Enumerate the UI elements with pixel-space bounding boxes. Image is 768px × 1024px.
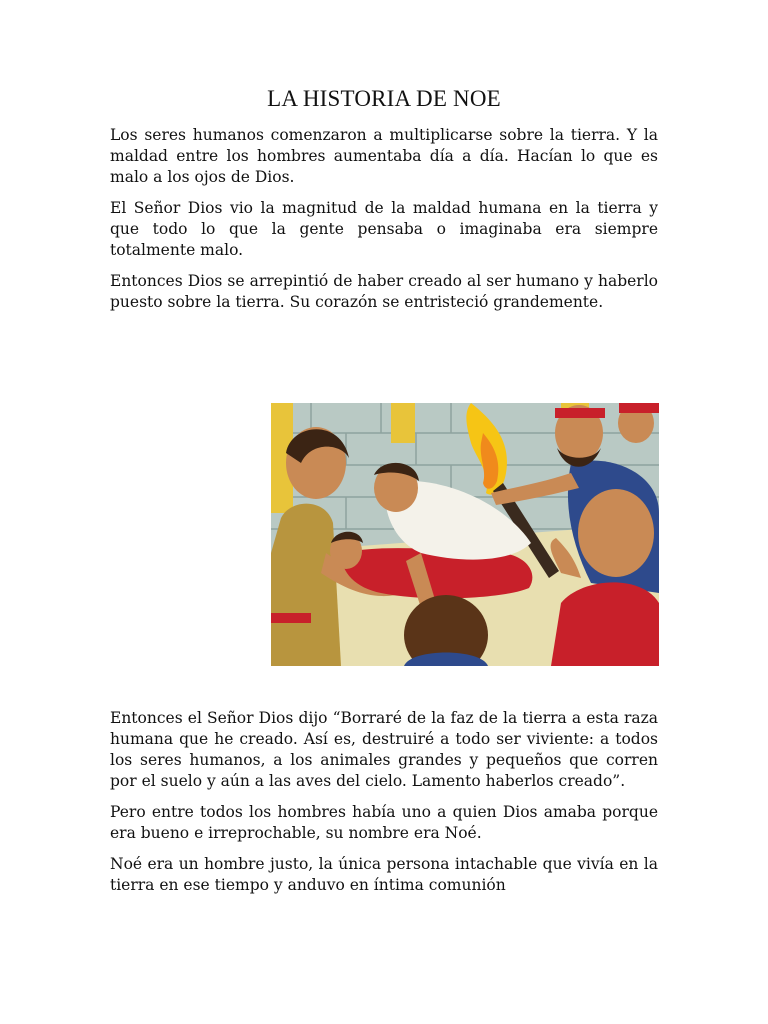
text-block-top — [110, 125, 658, 323]
paragraph: Noé era un hombre justo, la única persona intachable que vivía en la tierra en ese tiempo y anduvo en íntima comunión — [110, 855, 658, 894]
document-title: LA HISTORIA DE NOE — [267, 86, 501, 111]
pillar — [391, 403, 415, 443]
text-block-bottom — [110, 708, 658, 906]
man-olive-robe — [271, 504, 341, 666]
paragraph: Pero entre todos los hombres había uno a quien Dios amaba porque era bueno e irreprochable, su nombre era Noé. — [110, 803, 658, 842]
paragraph: Entonces el Señor Dios dijo “Borraré de la faz de la tierra a esta raza humana que he creado. Así es, destruiré a todo ser viviente: a todos los seres humanos, a los animales grandes y pequeños que corren por el suelo y aún a las aves del cielo. Lamento haberlos creado”. — [110, 709, 658, 790]
paragraph: Entonces Dios se arrepintió de haber creado al ser humano y haberlo puesto sobre la tierra. Su corazón se entristeció grandemente. — [110, 272, 658, 311]
paragraph: Los seres humanos comenzaron a multiplicarse sobre la tierra. Y la maldad entre los hombres aumentaba día a día. Hacían lo que es malo a los ojos de Dios. — [110, 126, 658, 186]
headband-2 — [619, 403, 659, 413]
paragraph: El Señor Dios vio la magnitud de la maldad humana en la tierra y que todo lo que la gente pensaba o imaginaba era siempre totalmente malo. — [110, 199, 658, 259]
belt — [271, 613, 311, 623]
illustration-drawing — [271, 403, 659, 666]
headband — [555, 408, 605, 418]
bald-man-head — [578, 489, 654, 577]
bible-story-illustration — [271, 403, 659, 666]
